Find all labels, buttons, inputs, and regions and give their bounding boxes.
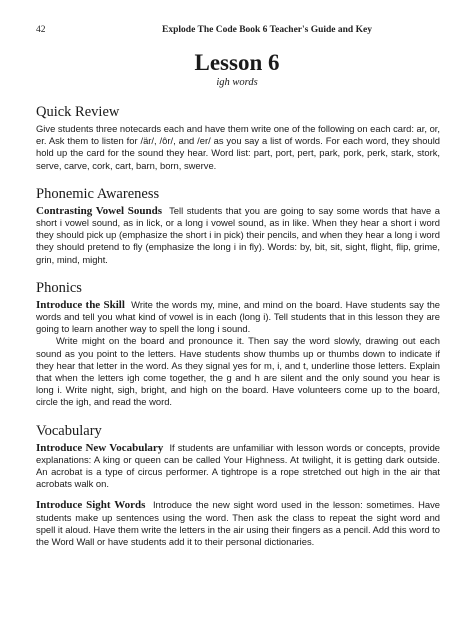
vocabulary-paragraph-2 [36,499,440,548]
quick-review-section [36,104,440,172]
phonics-section [36,280,440,409]
lesson-title-block [36,50,438,89]
phonemic-awareness-heading: Phonemic Awareness [36,185,160,202]
phonics-text-1: Write the words my, mine, and mind on the board. Have students say the words and tell you what kind of vowel is in each (long i). Tell students that in this lesson they are going to learn another way to spell the long i sound. [36,298,440,335]
phonemic-awareness-section [36,186,440,266]
vocabulary-paragraph-1 [36,442,440,491]
phonemic-awareness-paragraph [36,205,440,266]
vocabulary-text-1: If students are unfamiliar with lesson words or concepts, provide explanations: A king or queen can be called Your Highness. At twilight, it is getting dark outside. An acrobat is a type of circus performer. A tightrope is a rope stretched out high in the air that acrobats walk on. [36,441,440,490]
lesson-subtitle: igh words [216,77,258,88]
vocabulary-section [36,423,440,549]
quick-review-heading: Quick Review [36,104,120,120]
vocabulary-heading: Vocabulary [36,422,102,439]
subheading-introduce-new-vocabulary: Introduce New Vocabulary [36,441,164,454]
subheading-introduce-sight-words: Introduce Sight Words [36,499,146,512]
book-title: Explode The Code Book 6 Teacher's Guide and Key [162,25,372,35]
phonemic-awareness-text: Tell students that you are going to say some words that have a short i vowel sound, as in lick, or a long i vowel sound, as in like. When they hear a short i word they should pick up (emphasize the short i in pick) their pencils, and when they hear a long i word they should pretend to fly (emphasize the long i in fly). Words: by, bit, sit, sight, flight, flip, grime, grin, mind, might. [36,204,440,265]
running-header [36,25,438,39]
vocabulary-text-2: Introduce the new sight word used in the lesson: sometimes. Have students make up sentences using the word. Then ask the class to repeat the sight word and spell it aloud. Have them write the letters in the air using their fingers as a pencil. Add this word to the Word Wall or have students add it to their personal dictionaries. [36,499,440,548]
phonics-heading: Phonics [36,279,82,296]
page-number: 42 [36,25,46,35]
quick-review-text: Give students three notecards each and have them write one of the following on each card: ar, or, er. Ask them to listen for /är/, /ôr/, and /er/ as you say a list of words. For each word, they should hold up the card for the sound they hear. Word list: part, port, pert, park, pork, perk, stark, stork, serve, carve, cork, cart, barn, born, swerve. [36,123,440,171]
phonics-paragraph-1 [36,299,440,336]
lesson-content [36,104,440,562]
lesson-title: Lesson 6 [194,50,280,75]
subheading-contrasting-vowel-sounds: Contrasting Vowel Sounds [36,204,162,217]
phonics-paragraph-2: Write might on the board and pronounce it. Then say the word slowly, drawing out each sound as you point to the letters. Have students show thumbs up or thumbs down to indicate if they hear that letter in the word. As they signal yes for m, i, and t, underline those letters. Explain that when the letters igh come together, the g and h are silent and the only sound you hear is long i. Write night, sigh, bright, and high on the board. Have volunteers come up to the board, circle the igh, and read the word. [36,335,440,408]
subheading-introduce-the-skill: Introduce the Skill [36,298,125,311]
